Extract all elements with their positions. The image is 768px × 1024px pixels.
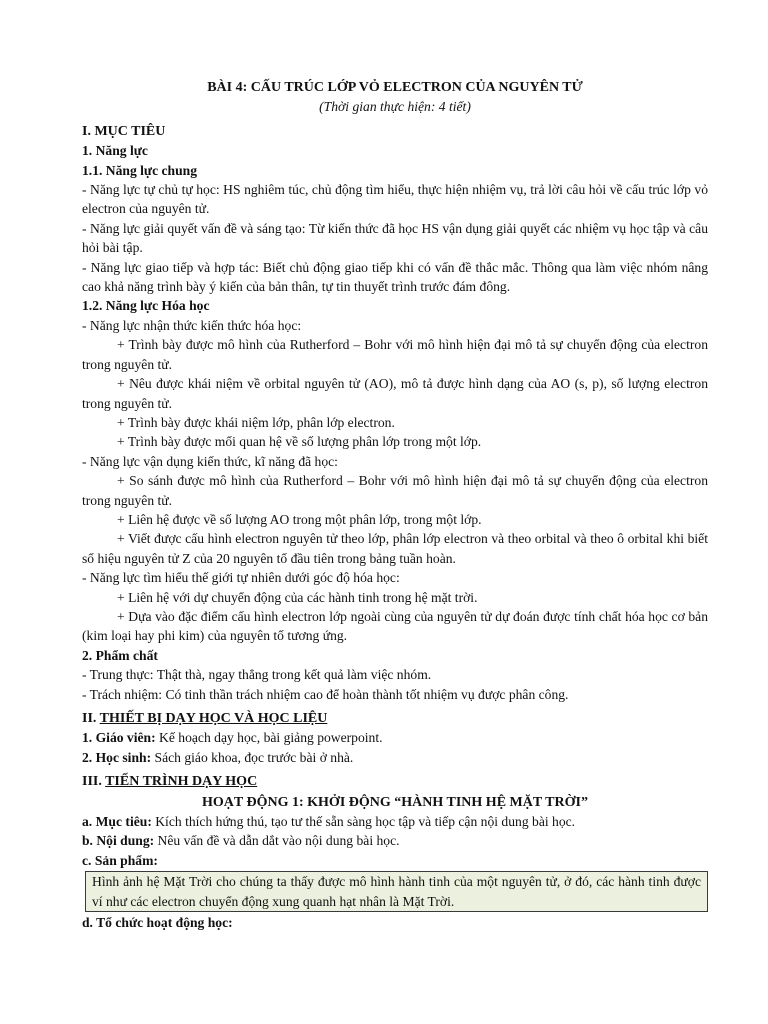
chem-sub-item: + Trình bày được mô hình của Rutherford – Bohr với mô hình hiện đại mô tả sự chuyển động của electron trong nguyên tử. bbox=[82, 337, 708, 372]
organization-label: d. Tổ chức hoạt động học: bbox=[82, 915, 233, 931]
chem-sub-item: + Trình bày được mối quan hệ về số lượng phân lớp trong một lớp. bbox=[117, 434, 482, 450]
student-materials bbox=[82, 748, 708, 767]
product-label: c. Sản phẩm: bbox=[82, 852, 158, 868]
chem-sub-item: + Liên hệ với dự chuyển động của các hành tinh trong hệ mặt trời. bbox=[117, 589, 478, 605]
general-competence-item: - Năng lực giải quyết vấn đề và sáng tạo: Từ kiến thức đã học HS vận dụng giải quyết các nhiệm vụ học tập và câu hỏi bài tập. bbox=[82, 220, 708, 256]
student-label: 2. Học sinh: bbox=[82, 749, 152, 765]
general-competence-item: - Năng lực tự chủ tự học: HS nghiêm túc, chủ động tìm hiểu, thực hiện nhiệm vụ, trả lời câu hỏi về cấu trúc lớp vỏ electron của nguyên tử. bbox=[82, 182, 708, 217]
section-number: III. bbox=[82, 774, 106, 790]
content-label: b. Nội dung: bbox=[82, 833, 155, 849]
chem-sub-item: + Liên hệ được về số lượng AO trong một phân lớp, trong một lớp. bbox=[117, 511, 482, 527]
quality-item: - Trung thực: Thật thà, ngay thẳng trong kết quả làm việc nhóm. bbox=[82, 667, 432, 683]
chem-sub-item: + Dựa vào đặc điểm cấu hình electron lớp ngoài cùng của nguyên tử dự đoán được tính chất hóa học cơ bản (kim loại hay phi kim) của nguyên tố tương ứng. bbox=[82, 608, 708, 644]
activity-objective bbox=[82, 812, 708, 831]
chem-competence-item: - Năng lực tìm hiểu thế giới tự nhiên dưới góc độ hóa học: bbox=[82, 570, 400, 586]
competence-heading: 1. Năng lực bbox=[82, 143, 148, 159]
chem-sub-item: + Trình bày được khái niệm lớp, phân lớp electron. bbox=[117, 414, 395, 430]
lesson-title: BÀI 4: CẤU TRÚC LỚP VỎ ELECTRON CỦA NGUYÊN TỬ bbox=[207, 80, 583, 95]
teacher-text: Kế hoạch dạy học, bài giảng powerpoint. bbox=[155, 730, 383, 746]
section-equipment-heading bbox=[82, 709, 708, 728]
objective-text: Kích thích hứng thú, tạo tư thế sẵn sàng học tập và tiếp cận nội dung bài học. bbox=[151, 814, 576, 830]
student-text: Sách giáo khoa, đọc trước bài ở nhà. bbox=[151, 749, 354, 765]
general-competence-heading: 1.1. Năng lực chung bbox=[82, 162, 198, 178]
chem-sub-item: + So sánh được mô hình của Rutherford – Bohr với mô hình hiện đại mô tả sự chuyển động của electron trong nguyên tử. bbox=[82, 473, 708, 508]
teacher-materials bbox=[82, 728, 708, 747]
teacher-label: 1. Giáo viên: bbox=[82, 730, 156, 746]
activity-content bbox=[82, 831, 708, 850]
objective-label: a. Mục tiêu: bbox=[82, 814, 152, 830]
section-equipment-title: THIẾT BỊ DẠY HỌC VÀ HỌC LIỆU bbox=[99, 711, 328, 726]
chem-sub-item: + Nêu được khái niệm về orbital nguyên tử (AO), mô tả được hình dạng của AO (s, p), số lượng electron trong nguyên tử. bbox=[82, 376, 708, 411]
section-objectives-heading: I. MỤC TIÊU bbox=[82, 123, 166, 139]
chem-sub-item: + Viết được cấu hình electron nguyên tử theo lớp, phân lớp electron và theo orbital và theo ô orbital khi biết số hiệu nguyên tử Z của 20 nguyên tố đầu tiên trong bảng tuần hoàn. bbox=[82, 531, 708, 566]
qualities-heading: 2. Phẩm chất bbox=[82, 647, 158, 663]
quality-item: - Trách nhiệm: Có tinh thần trách nhiệm cao để hoàn thành tốt nhiệm vụ được phân công. bbox=[82, 686, 569, 702]
activity-title: HOẠT ĐỘNG 1: KHỞI ĐỘNG “HÀNH TINH HỆ MẶT TRỜI” bbox=[202, 794, 588, 810]
lesson-duration: (Thời gian thực hiện: 4 tiết) bbox=[319, 99, 471, 115]
product-box: Hình ảnh hệ Mặt Trời cho chúng ta thấy được mô hình hành tinh của một nguyên tử, ở đó, các hành tinh được ví như các electron chuyển động xung quanh hạt nhân là Mặt Trời. bbox=[85, 871, 708, 912]
chem-competence-item: - Năng lực nhận thức kiến thức hóa học: bbox=[82, 317, 302, 333]
section-process-heading bbox=[82, 772, 708, 791]
chem-competence-item: - Năng lực vận dụng kiến thức, kĩ năng đã học: bbox=[82, 453, 338, 469]
general-competence-item: - Năng lực giao tiếp và hợp tác: Biết chủ động giao tiếp khi có vấn đề thắc mắc. Thông qua làm việc nhóm nâng cao khả năng trình bày ý kiến của bản thân, tự tin thuyết trình trước đám đông. bbox=[82, 259, 708, 295]
chemistry-competence-heading: 1.2. Năng lực Hóa học bbox=[82, 298, 210, 314]
section-process-title: TIẾN TRÌNH DẠY HỌC bbox=[105, 774, 258, 790]
content-text: Nêu vấn đề và dẫn dắt vào nội dung bài học. bbox=[154, 833, 400, 849]
section-number: II. bbox=[82, 711, 100, 726]
